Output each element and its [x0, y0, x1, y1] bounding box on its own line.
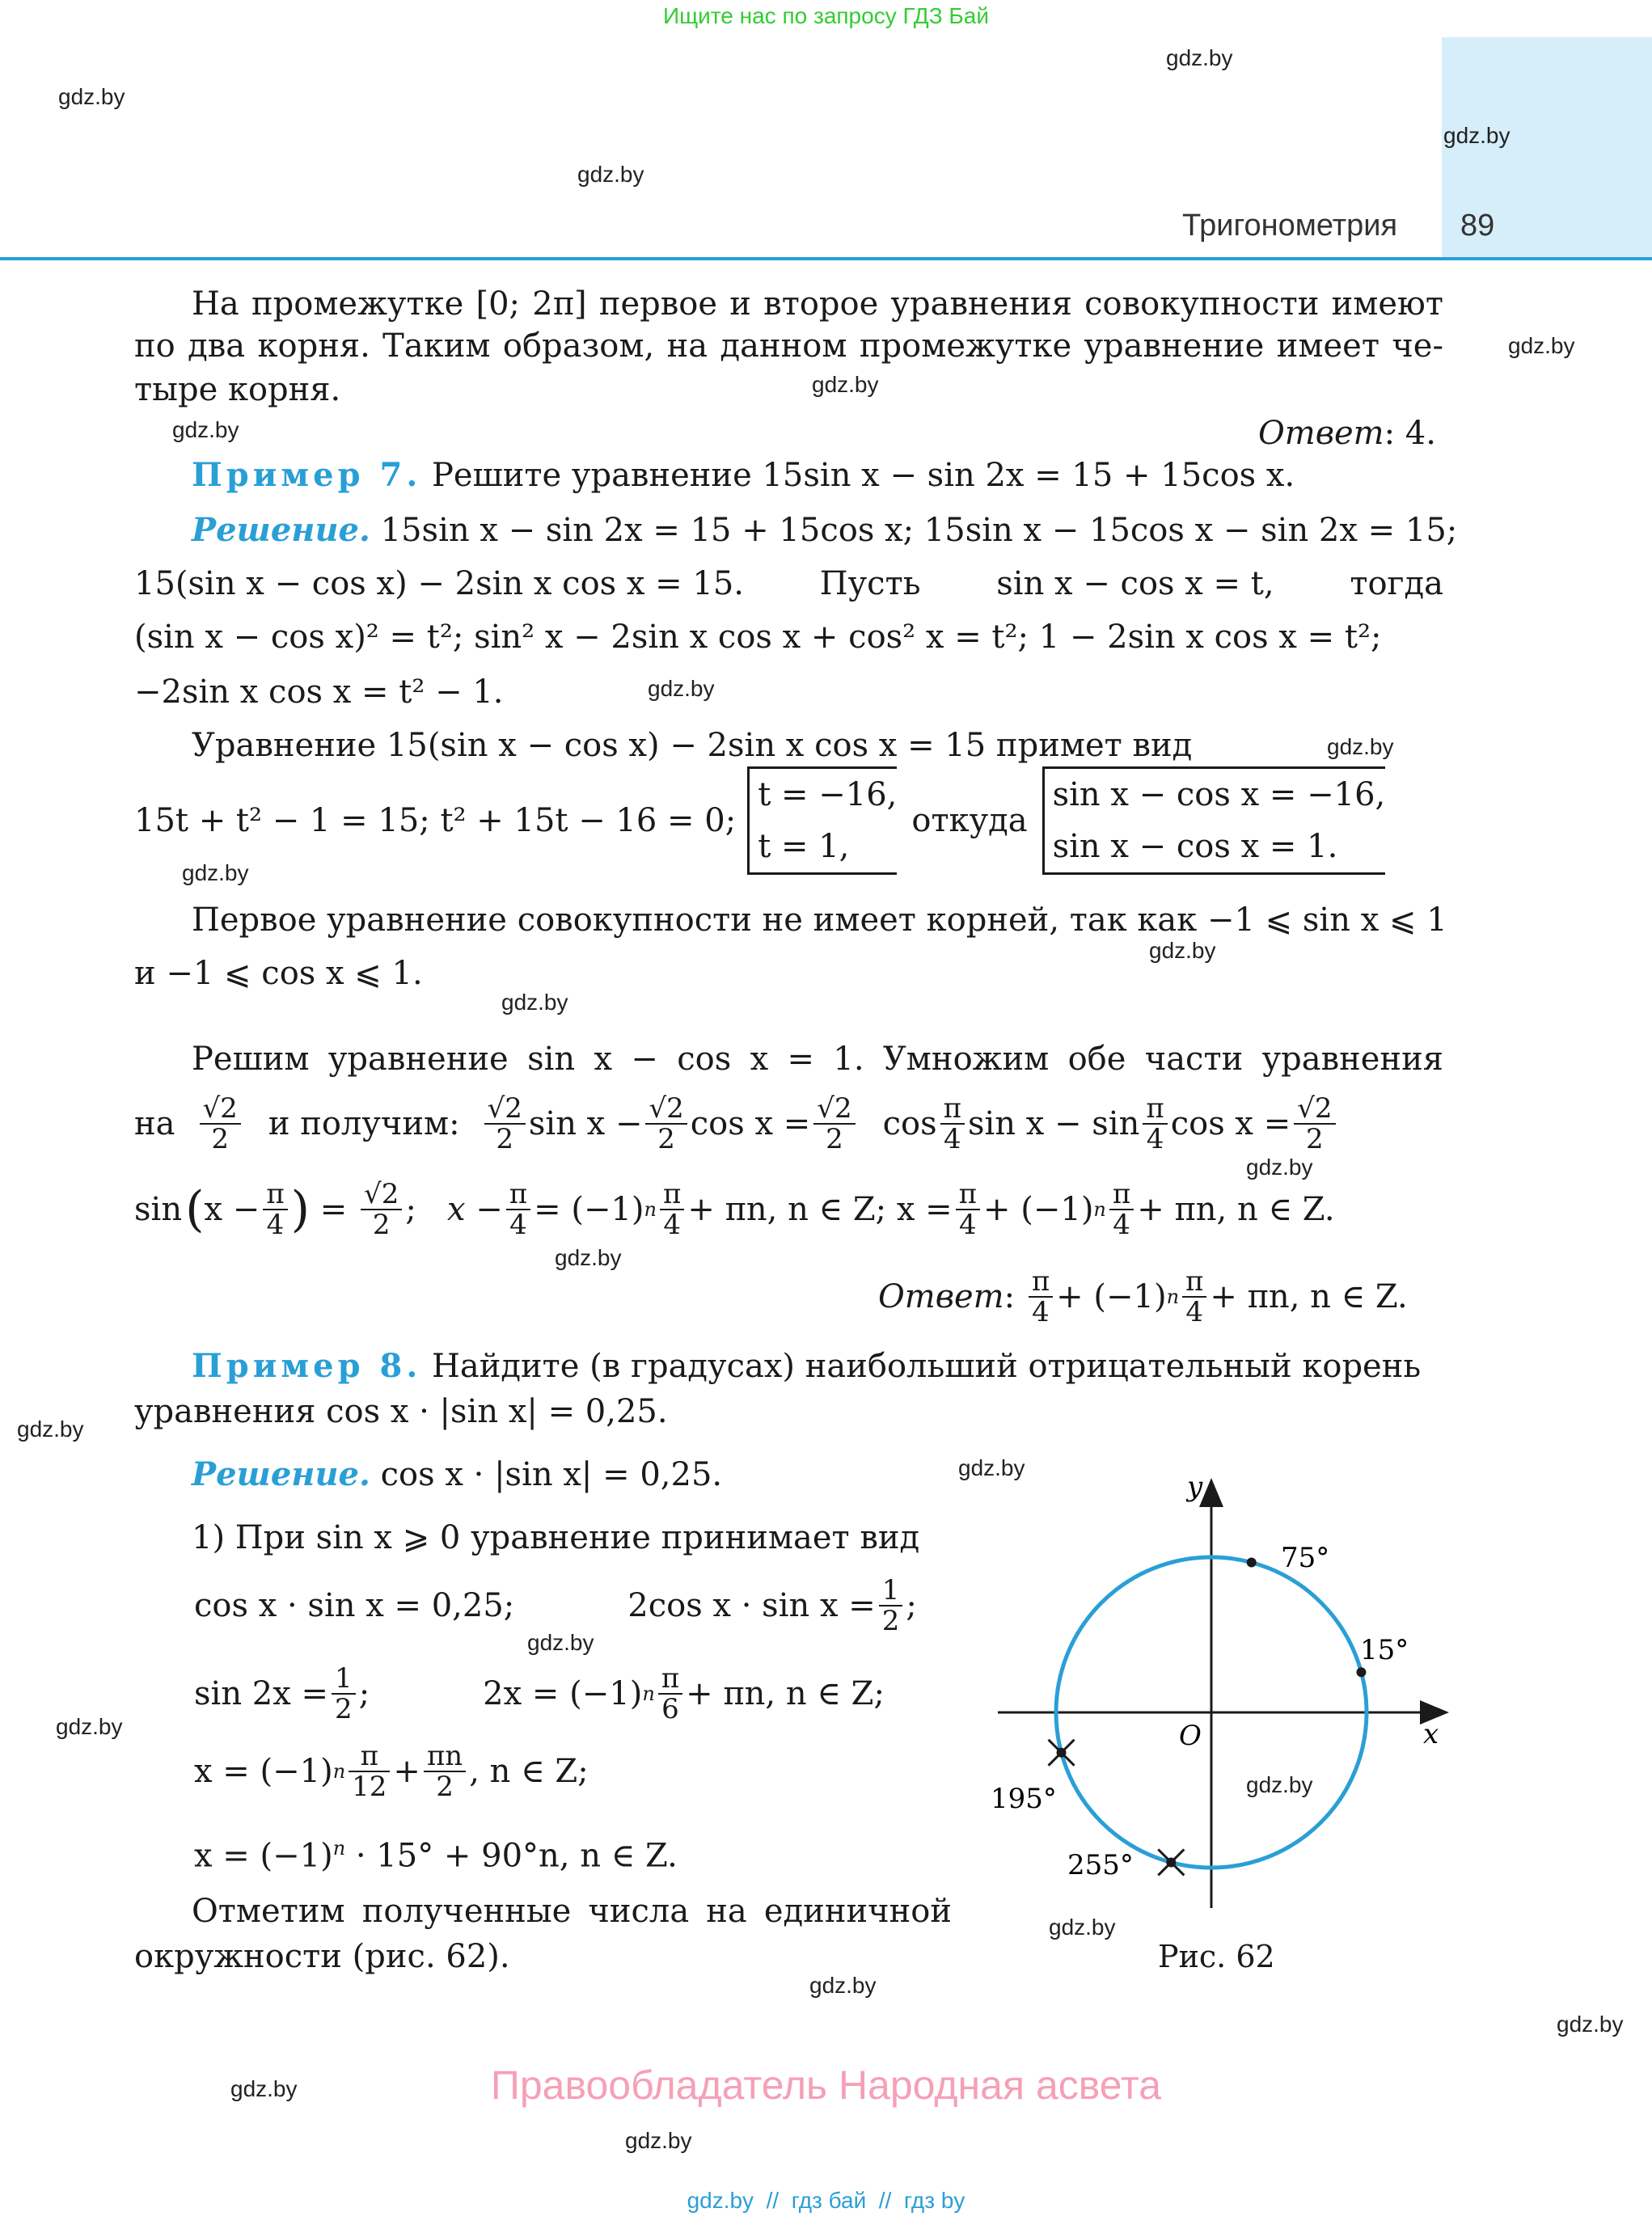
- fraction: [1182, 1267, 1206, 1327]
- angle-label-15: 15°: [1360, 1634, 1409, 1666]
- math-text: x = (−1): [194, 1837, 333, 1875]
- math-text: 2cos x · sin x =: [627, 1587, 876, 1624]
- math-text: sin 2x =: [194, 1675, 329, 1712]
- top-banner[interactable]: Ищите нас по запросу ГДЗ Бай: [662, 3, 990, 28]
- watermark: gdz.by: [1049, 1915, 1116, 1940]
- math-text: cos: [882, 1105, 937, 1142]
- unit-circle-figure: [987, 1471, 1472, 1924]
- math-text: = (−1): [534, 1191, 644, 1228]
- solution-line: Уравнение 15(sin x − cos x) − 2sin x cos x = 15 примет вид: [192, 727, 1193, 764]
- origin-label: O: [1179, 1720, 1202, 1752]
- numerator: π: [940, 1094, 965, 1125]
- system-eq: sin x − cos x = −16,: [1052, 776, 1386, 813]
- denominator: 2: [1306, 1123, 1324, 1155]
- example-8-text: Найдите (в градусах) наибольший отрицательный корень: [431, 1348, 1422, 1385]
- system-line: [134, 768, 1385, 873]
- paragraph-line: Отметим полученные числа на единичной: [192, 1893, 952, 1930]
- math-text: x −: [204, 1191, 260, 1228]
- fraction: [424, 1742, 466, 1801]
- watermark: gdz.by: [1149, 938, 1216, 963]
- solution-line: (sin x − cos x)² = t²; sin² x − 2sin x cos x + cos² x = t²; 1 − 2sin x cos x = t²;: [134, 619, 1382, 656]
- fraction: [263, 1180, 287, 1239]
- denominator: 2: [881, 1605, 900, 1637]
- solution-line: [192, 509, 1457, 551]
- paragraph-line: На промежутке [0; 2π] первое и второе уравнения совокупности имеют: [192, 285, 1443, 323]
- figure-caption: Рис. 62: [1158, 1939, 1275, 1974]
- watermark: gdz.by: [1557, 2012, 1624, 2037]
- fraction-line: cos x · sin x = 0,25; 2cos x · sin x = $\frac{1}{2}$ ;: [194, 1574, 917, 1637]
- watermark: gdz.by: [230, 2076, 298, 2101]
- answer-label: Ответ: [878, 1278, 1004, 1315]
- fraction: [332, 1664, 356, 1724]
- example-8-line: уравнения cos x · |sin x| = 0,25.: [134, 1393, 668, 1430]
- watermark: gdz.by: [1443, 123, 1510, 148]
- fraction-line: [134, 1083, 1339, 1164]
- numerator: √2: [484, 1094, 526, 1125]
- denominator: 2: [372, 1209, 391, 1241]
- denominator: 4: [1185, 1296, 1204, 1328]
- numerator: π: [1143, 1094, 1167, 1125]
- watermark: gdz.by: [172, 417, 239, 442]
- system-eq: t = −16,: [758, 776, 898, 813]
- numerator: π: [1109, 1180, 1134, 1210]
- fraction: [660, 1180, 684, 1239]
- watermark: gdz.by: [501, 990, 568, 1015]
- math-text: 2x = (−1): [483, 1675, 643, 1712]
- math-text: 15t + t² − 1 = 15; t² + 15t − 16 = 0;: [134, 802, 737, 839]
- math-text: cos x =: [690, 1105, 811, 1142]
- angle-label-75: 75°: [1281, 1542, 1330, 1574]
- superscript: n: [642, 1682, 655, 1705]
- solution-text: cos x · |sin x| = 0,25.: [380, 1456, 723, 1493]
- math-text: x = (−1): [194, 1753, 333, 1790]
- system-bracket-2: [1042, 766, 1386, 875]
- fraction-line: sin ( x − $\frac{\pi}{4}$ ) = $\frac{√2}{2}$ ; x − $\frac{\pi}{4}$ = (−1) n $\frac{\pi}{4}$ + πn, n ∈ Z; x = $\frac{\pi}{4}$ + (−1) n $\frac{\pi}{4}$ + πn, n ∈ Z.: [134, 1178, 1335, 1241]
- watermark: gdz.by: [648, 676, 715, 701]
- math-text: на: [134, 1105, 175, 1142]
- numerator: π: [349, 1742, 390, 1772]
- numerator: √2: [813, 1094, 855, 1125]
- fraction: [484, 1094, 526, 1154]
- fraction: [361, 1180, 402, 1239]
- watermark: gdz.by: [812, 372, 879, 397]
- watermark: gdz.by: [527, 1630, 594, 1655]
- fraction: [956, 1180, 980, 1239]
- example-8-label: Пример 8.: [192, 1347, 422, 1385]
- solution-line: Первое уравнение совокупности не имеет корней, так как −1 ⩽ sin x ⩽ 1: [192, 901, 1447, 939]
- example-7-heading: [192, 454, 1295, 496]
- case-line: 1) При sin x ⩾ 0 уравнение принимает вид: [192, 1519, 920, 1556]
- fraction: [1029, 1267, 1053, 1327]
- angle-label-255: 255°: [1067, 1849, 1134, 1881]
- watermark: gdz.by: [56, 1714, 123, 1739]
- watermark: gdz.by: [1246, 1155, 1313, 1180]
- answer-7: Ответ : $\frac{\pi}{4}$ + (−1) n $\frac{\pi}{4}$ + πn, n ∈ Z.: [878, 1265, 1408, 1328]
- numerator: π: [956, 1180, 980, 1210]
- fraction: [940, 1094, 965, 1154]
- numerator: 1: [332, 1664, 356, 1695]
- numerator: 1: [879, 1576, 903, 1606]
- fraction: [1109, 1180, 1134, 1239]
- y-axis-label: y: [1187, 1471, 1203, 1503]
- numerator: √2: [1294, 1094, 1335, 1125]
- math-text: и получим:: [268, 1105, 460, 1142]
- copyright-footer: Правообладатель Народная асвета: [490, 2062, 1162, 2108]
- superscript: n: [1093, 1198, 1106, 1221]
- math-text: + πn, n ∈ Z.: [1137, 1191, 1335, 1228]
- math-text: 15(sin x − cos x) − 2sin x cos x = 15.: [134, 565, 745, 602]
- math-text: Пусть: [819, 565, 921, 602]
- denominator: 12: [352, 1771, 387, 1803]
- watermark: gdz.by: [625, 2128, 692, 2153]
- solution-text: 15sin x − sin 2x = 15 + 15cos x; 15sin x − 15cos x − sin 2x = 15;: [380, 512, 1458, 549]
- paragraph-line: тыре корня.: [134, 371, 341, 408]
- denominator: 4: [663, 1209, 681, 1241]
- answer-1: [1258, 412, 1436, 454]
- math-text: sin x −: [528, 1105, 643, 1142]
- watermark: gdz.by: [182, 860, 249, 885]
- watermark: gdz.by: [577, 162, 644, 187]
- x-axis-label: x: [1423, 1718, 1439, 1750]
- math-text: + πn, n ∈ Z;: [686, 1675, 885, 1712]
- header-rule: [0, 257, 1652, 260]
- denominator: 2: [211, 1123, 229, 1155]
- paragraph-line: по два корня. Таким образом, на данном промежутке уравнение имеет че-: [134, 327, 1443, 365]
- math-text: + (−1): [983, 1191, 1094, 1228]
- numerator: π: [1029, 1267, 1053, 1298]
- watermark: gdz.by: [809, 1973, 877, 1998]
- solution-line: и −1 ⩽ cos x ⩽ 1.: [134, 955, 423, 992]
- watermark: gdz.by: [1327, 734, 1394, 759]
- denominator: 4: [266, 1209, 285, 1241]
- math-text: + πn, n ∈ Z; x =: [687, 1191, 953, 1228]
- formula-line: [194, 1827, 678, 1877]
- denominator: 2: [826, 1123, 843, 1155]
- denominator: 4: [1113, 1209, 1130, 1241]
- superscript: n: [644, 1198, 657, 1221]
- watermark: gdz.by: [1166, 45, 1233, 70]
- example-8-heading: [192, 1345, 1421, 1387]
- denominator: 4: [959, 1209, 977, 1241]
- fraction: [645, 1094, 687, 1154]
- system-eq: sin x − cos x = 1.: [1052, 828, 1338, 865]
- math-text: cos x =: [1170, 1105, 1291, 1142]
- numerator: π: [658, 1664, 682, 1695]
- numerator: π: [660, 1180, 684, 1210]
- fraction: [658, 1664, 682, 1724]
- fraction: [1294, 1094, 1335, 1154]
- paren: (: [185, 1181, 205, 1238]
- math-text: + (−1): [1056, 1278, 1167, 1315]
- point-15: [1356, 1667, 1366, 1677]
- math-text: sin x − sin: [967, 1105, 1140, 1142]
- watermark: gdz.by: [58, 84, 125, 109]
- numerator: π: [1182, 1267, 1206, 1298]
- solution-line: −2sin x cos x = t² − 1.: [134, 673, 504, 711]
- denominator: 2: [335, 1693, 353, 1725]
- denominator: 4: [509, 1209, 527, 1241]
- solution-label: Решение.: [192, 511, 370, 549]
- fraction: [813, 1094, 855, 1154]
- math-text: , n ∈ Z;: [469, 1753, 589, 1790]
- math-text: sin: [134, 1191, 183, 1228]
- numerator: √2: [361, 1180, 402, 1210]
- watermark: gdz.by: [1508, 333, 1575, 358]
- example-7-text: Решите уравнение 15sin x − sin 2x = 15 + 15cos x.: [431, 457, 1295, 494]
- solution-line: [134, 563, 1443, 605]
- footer-links[interactable]: gdz.by // гдз бай // гдз by: [687, 2188, 965, 2213]
- watermark: gdz.by: [958, 1455, 1025, 1480]
- math-text: тогда: [1350, 565, 1443, 602]
- solution-line: Решим уравнение sin x − cos x = 1. Умножим обе части уравнения: [192, 1041, 1443, 1078]
- superscript: n: [332, 1760, 346, 1783]
- answer-value: : 4.: [1384, 415, 1436, 452]
- math-text: +: [393, 1753, 420, 1790]
- numerator: √2: [200, 1094, 241, 1125]
- paren: ): [290, 1181, 311, 1238]
- angle-label-195: 195°: [991, 1783, 1057, 1815]
- numerator: πn: [424, 1742, 466, 1772]
- math-text: откуда: [911, 802, 1028, 839]
- superscript: n: [1166, 1286, 1180, 1308]
- math-text: sin x − cos x = t,: [996, 565, 1274, 602]
- fraction-line: [194, 1735, 589, 1808]
- point-75: [1247, 1558, 1257, 1568]
- numerator: √2: [645, 1094, 687, 1125]
- fraction: [1143, 1094, 1167, 1154]
- denominator: 6: [661, 1693, 679, 1725]
- denominator: 4: [1032, 1296, 1050, 1328]
- numerator: π: [263, 1180, 287, 1210]
- denominator: 2: [657, 1123, 675, 1155]
- numerator: π: [506, 1180, 530, 1210]
- section-title: Тригонометрия: [1182, 209, 1398, 243]
- page-number: 89: [1460, 209, 1495, 243]
- watermark: gdz.by: [555, 1245, 622, 1270]
- math-text: x −: [446, 1191, 503, 1228]
- system-eq: t = 1,: [758, 828, 850, 865]
- example-7-label: Пример 7.: [192, 456, 422, 494]
- watermark: gdz.by: [1246, 1772, 1313, 1797]
- math-text: · 15° + 90°n, n ∈ Z.: [355, 1837, 678, 1875]
- watermark: gdz.by: [17, 1416, 84, 1442]
- superscript: n: [332, 1837, 346, 1860]
- fraction: [506, 1180, 530, 1239]
- system-bracket-1: [747, 766, 897, 875]
- fraction: [879, 1576, 903, 1636]
- denominator: 2: [496, 1123, 514, 1155]
- denominator: 2: [436, 1771, 454, 1803]
- denominator: 4: [943, 1123, 961, 1155]
- solution-label: Решение.: [192, 1455, 370, 1493]
- solution-line: [192, 1454, 722, 1496]
- fraction: [200, 1094, 241, 1154]
- denominator: 4: [1146, 1123, 1164, 1155]
- fraction: [349, 1742, 390, 1801]
- answer-label: Ответ: [1258, 415, 1384, 452]
- paragraph-line: окружности (рис. 62).: [134, 1938, 510, 1975]
- math-text: + πn, n ∈ Z.: [1210, 1278, 1408, 1315]
- math-text: cos x · sin x = 0,25;: [194, 1587, 515, 1624]
- fraction-line: sin 2x = $\frac{1}{2}$ ; 2x = (−1) n $\frac{\pi}{6}$ + πn, n ∈ Z;: [194, 1662, 885, 1725]
